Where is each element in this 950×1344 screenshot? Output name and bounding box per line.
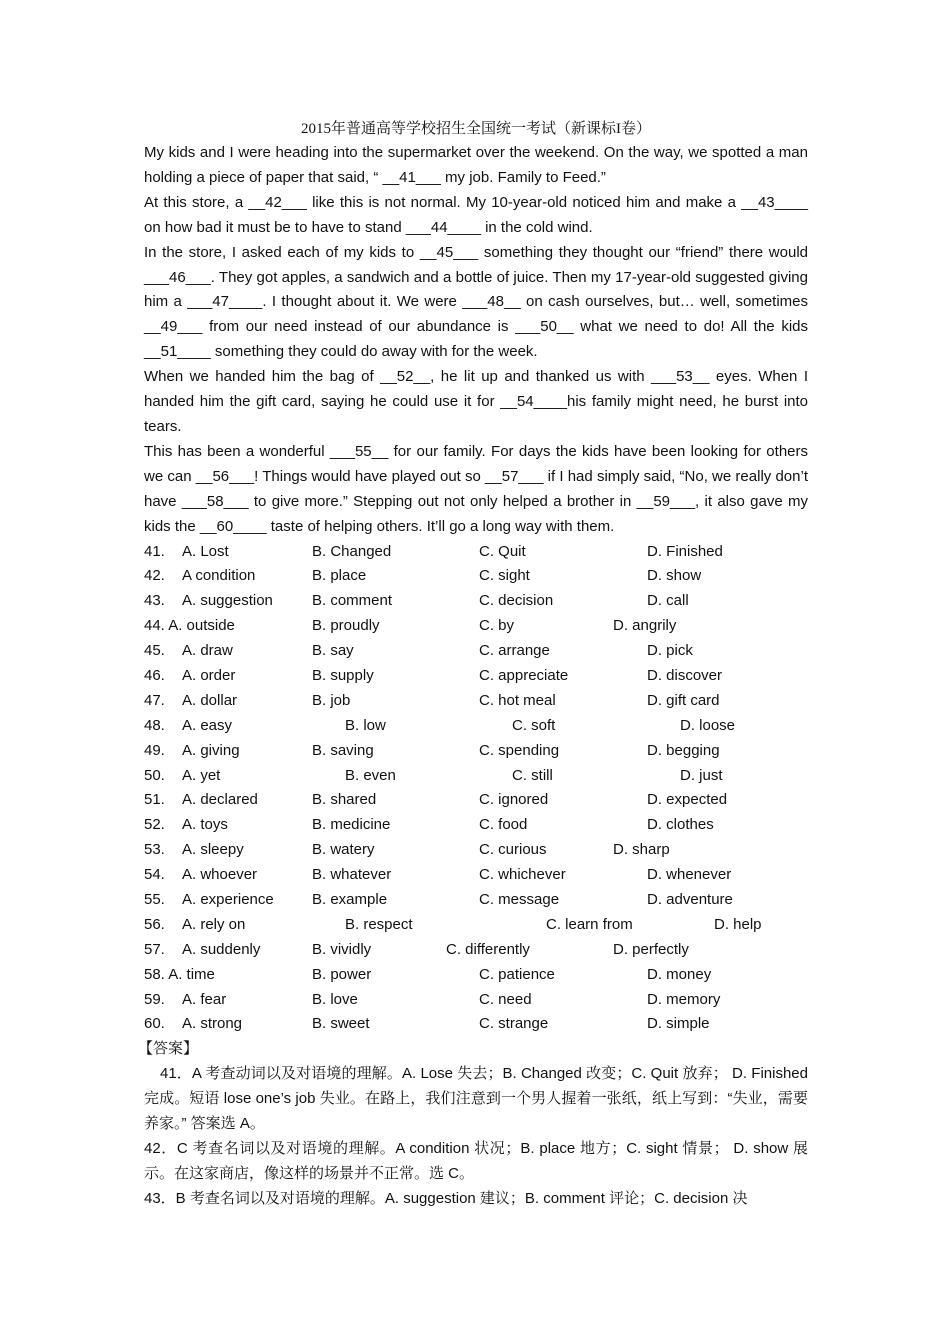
option-row [144, 664, 808, 689]
option-a: A. whoever [182, 866, 258, 884]
option-b: B. love [312, 990, 358, 1008]
option-number: 46. [144, 666, 165, 684]
passage-paragraph: My kids and I were heading into the supermarket over the weekend. On the way, we spotted a man holding a piece of paper that said, “ __41___ my job. Family to Feed.” [144, 144, 808, 186]
option-d: D. expected [647, 791, 728, 809]
option-number: 45. [144, 642, 165, 660]
option-b: B. Changed [312, 542, 392, 560]
option-d: D. simple [647, 1015, 710, 1033]
option-b: B. sweet [312, 1015, 370, 1033]
option-number: 43. [144, 592, 165, 610]
option-b: B. whatever [312, 866, 392, 884]
option-a: A condition [182, 567, 256, 585]
option-row [144, 689, 808, 714]
option-d: D. discover [647, 666, 723, 684]
option-c: C. patience [479, 965, 555, 983]
option-number: 51. [144, 791, 165, 809]
option-c: C. message [479, 890, 560, 908]
passage-paragraph: When we handed him the bag of __52__, he lit up and thanked us with ___53__ eyes. When I handed him the gift card, saying he could use it for __54____his family might need, he burst into tears. [144, 368, 808, 435]
option-d: D. just [680, 766, 723, 784]
option-d: D. Finished [647, 542, 723, 560]
option-d: D. loose [680, 716, 736, 734]
option-b: B. respect [345, 915, 413, 933]
option-row [144, 988, 808, 1013]
option-a: A. order [182, 666, 236, 684]
option-number: 59. [144, 990, 165, 1008]
option-d: D. show [647, 567, 702, 585]
option-c: C. curious [479, 841, 547, 859]
option-c: C. hot meal [479, 691, 556, 709]
option-b: B. vividly [312, 940, 372, 958]
option-number: 52. [144, 816, 165, 834]
option-d: D. call [647, 592, 689, 610]
option-row [144, 963, 808, 988]
option-c: C. Quit [479, 542, 526, 560]
answers [144, 1062, 808, 1211]
document-title: 2015年普通高等学校招生全国统一考试（新课标I卷） [301, 121, 651, 137]
option-b: B. power [312, 965, 372, 983]
option-d: D. money [647, 965, 712, 983]
options-list [144, 540, 808, 1038]
option-row [144, 788, 808, 813]
option-row [144, 838, 808, 863]
option-number: 55. [144, 890, 165, 908]
option-c: C. sight [479, 567, 530, 585]
option-c: C. spending [479, 741, 560, 759]
option-b: B. saving [312, 741, 374, 759]
option-c: C. by [479, 617, 515, 635]
option-d: D. perfectly [613, 940, 689, 958]
passage-paragraph: In the store, I asked each of my kids to __45___ something they thought our “friend” there would ___46___. They got apples, a sandwich and a bottle of juice. Then my 17-year-old suggested giving him a ___47____. I thought about it. We were ___48__ on cash ourselves, but… well, sometimes __49___ from our need instead of our abundance is ___50__ what we need to do! All the kids __51____ something they could do away with for the week. [144, 243, 808, 361]
option-b: B. medicine [312, 816, 391, 834]
option-row [144, 614, 808, 639]
option-row [144, 714, 808, 739]
option-row [144, 764, 808, 789]
option-c: C. ignored [479, 791, 549, 809]
option-row [144, 639, 808, 664]
option-row [144, 1012, 808, 1037]
answer-item: 42．C 考查名词以及对语境的理解。A condition 状况；B. place 地方；C. sight 情景； D. show 展示。在这家商店，像这样的场景并不正常。选 C。 [144, 1139, 808, 1182]
option-d: D. sharp [613, 841, 670, 859]
option-row [144, 863, 808, 888]
option-c: C. food [479, 816, 528, 834]
option-number: 53. [144, 841, 165, 859]
document-content [138, 117, 808, 1212]
option-number: 50. [144, 766, 165, 784]
option-number: 58. A. time [144, 965, 215, 983]
option-b: B. say [312, 642, 354, 660]
option-c: C. appreciate [479, 666, 569, 684]
option-d: D. whenever [647, 866, 732, 884]
option-c: C. still [512, 766, 553, 784]
option-row [144, 564, 808, 589]
option-a: A. giving [182, 741, 240, 759]
option-b: B. job [312, 691, 351, 709]
option-number: 44. A. outside [144, 617, 235, 635]
option-b: B. even [345, 766, 396, 784]
option-c: C. strange [479, 1015, 549, 1033]
option-a: A. suddenly [182, 940, 261, 958]
option-number: 41. [144, 542, 165, 560]
option-number: 57. [144, 940, 165, 958]
option-row [144, 913, 808, 938]
option-a: A. yet [182, 766, 221, 784]
option-a: A. dollar [182, 691, 238, 709]
option-a: A. rely on [182, 915, 246, 933]
option-row [144, 540, 808, 565]
option-a: A. draw [182, 642, 233, 660]
answer-item: 43．B 考查名词以及对语境的理解。A. suggestion 建议；B. comment 评论；C. decision 决 [144, 1189, 748, 1207]
option-d: D. clothes [647, 816, 714, 834]
option-d: D. memory [647, 990, 721, 1008]
option-b: B. place [312, 567, 367, 585]
option-d: D. pick [647, 642, 693, 660]
option-number: 42. [144, 567, 165, 585]
option-row [144, 888, 808, 913]
option-d: D. gift card [647, 691, 720, 709]
passage-paragraph: At this store, a __42___ like this is not normal. My 10-year-old noticed him and make a __43____ on how bad it must be to have to stand ___44____ in the cold wind. [144, 193, 808, 236]
option-number: 49. [144, 741, 165, 759]
option-c: C. whichever [479, 866, 566, 884]
option-b: B. watery [312, 841, 375, 859]
option-number: 48. [144, 716, 165, 734]
option-b: B. proudly [312, 617, 380, 635]
option-c: C. learn from [546, 915, 633, 933]
passage [144, 141, 808, 540]
option-c: C. differently [446, 940, 530, 958]
option-c: C. decision [479, 592, 554, 610]
option-a: A. suggestion [182, 592, 273, 610]
option-row [144, 739, 808, 764]
option-b: B. comment [312, 592, 393, 610]
option-b: B. low [345, 716, 386, 734]
option-row [144, 589, 808, 614]
answer-heading: 【答案】 [138, 1040, 199, 1058]
option-d: D. begging [647, 741, 720, 759]
option-a: A. sleepy [182, 841, 244, 859]
option-a: A. fear [182, 990, 227, 1008]
passage-paragraph: This has been a wonderful ___55__ for our family. For days the kids have been looking for others we can __56___! Things would have played out so __57___ if I had simply said, “No, we really don’t have ___58___ to give more.” Stepping out not only helped a brother in __59___, it also gave my kids the __60____ taste of helping others. It’ll go a long way with them. [144, 442, 808, 535]
option-a: A. toys [182, 816, 228, 834]
option-b: B. shared [312, 791, 377, 809]
option-d: D. help [714, 915, 762, 933]
option-a: A. easy [182, 716, 233, 734]
option-c: C. need [479, 990, 532, 1008]
option-a: A. strong [182, 1015, 243, 1033]
option-d: D. adventure [647, 890, 733, 908]
option-number: 47. [144, 691, 165, 709]
option-number: 60. [144, 1015, 165, 1033]
option-row [144, 938, 808, 963]
option-row [144, 813, 808, 838]
answer-item: 41．A 考查动词以及对语境的理解。A. Lose 失去；B. Changed 改变；C. Quit 放弃； D. Finished 完成。短语 lose one’s job 失业。在路上，我们注意到一个男人握着一张纸，纸上写到：“失业，需要养家。” 答案选 A。 [144, 1065, 808, 1133]
option-c: C. soft [512, 716, 556, 734]
option-number: 54. [144, 866, 165, 884]
option-c: C. arrange [479, 642, 550, 660]
option-number: 56. [144, 915, 165, 933]
option-a: A. declared [182, 791, 258, 809]
option-a: A. Lost [182, 542, 229, 560]
option-b: B. supply [312, 666, 374, 684]
option-a: A. experience [182, 890, 274, 908]
option-d: D. angrily [613, 617, 677, 635]
option-b: B. example [312, 890, 388, 908]
